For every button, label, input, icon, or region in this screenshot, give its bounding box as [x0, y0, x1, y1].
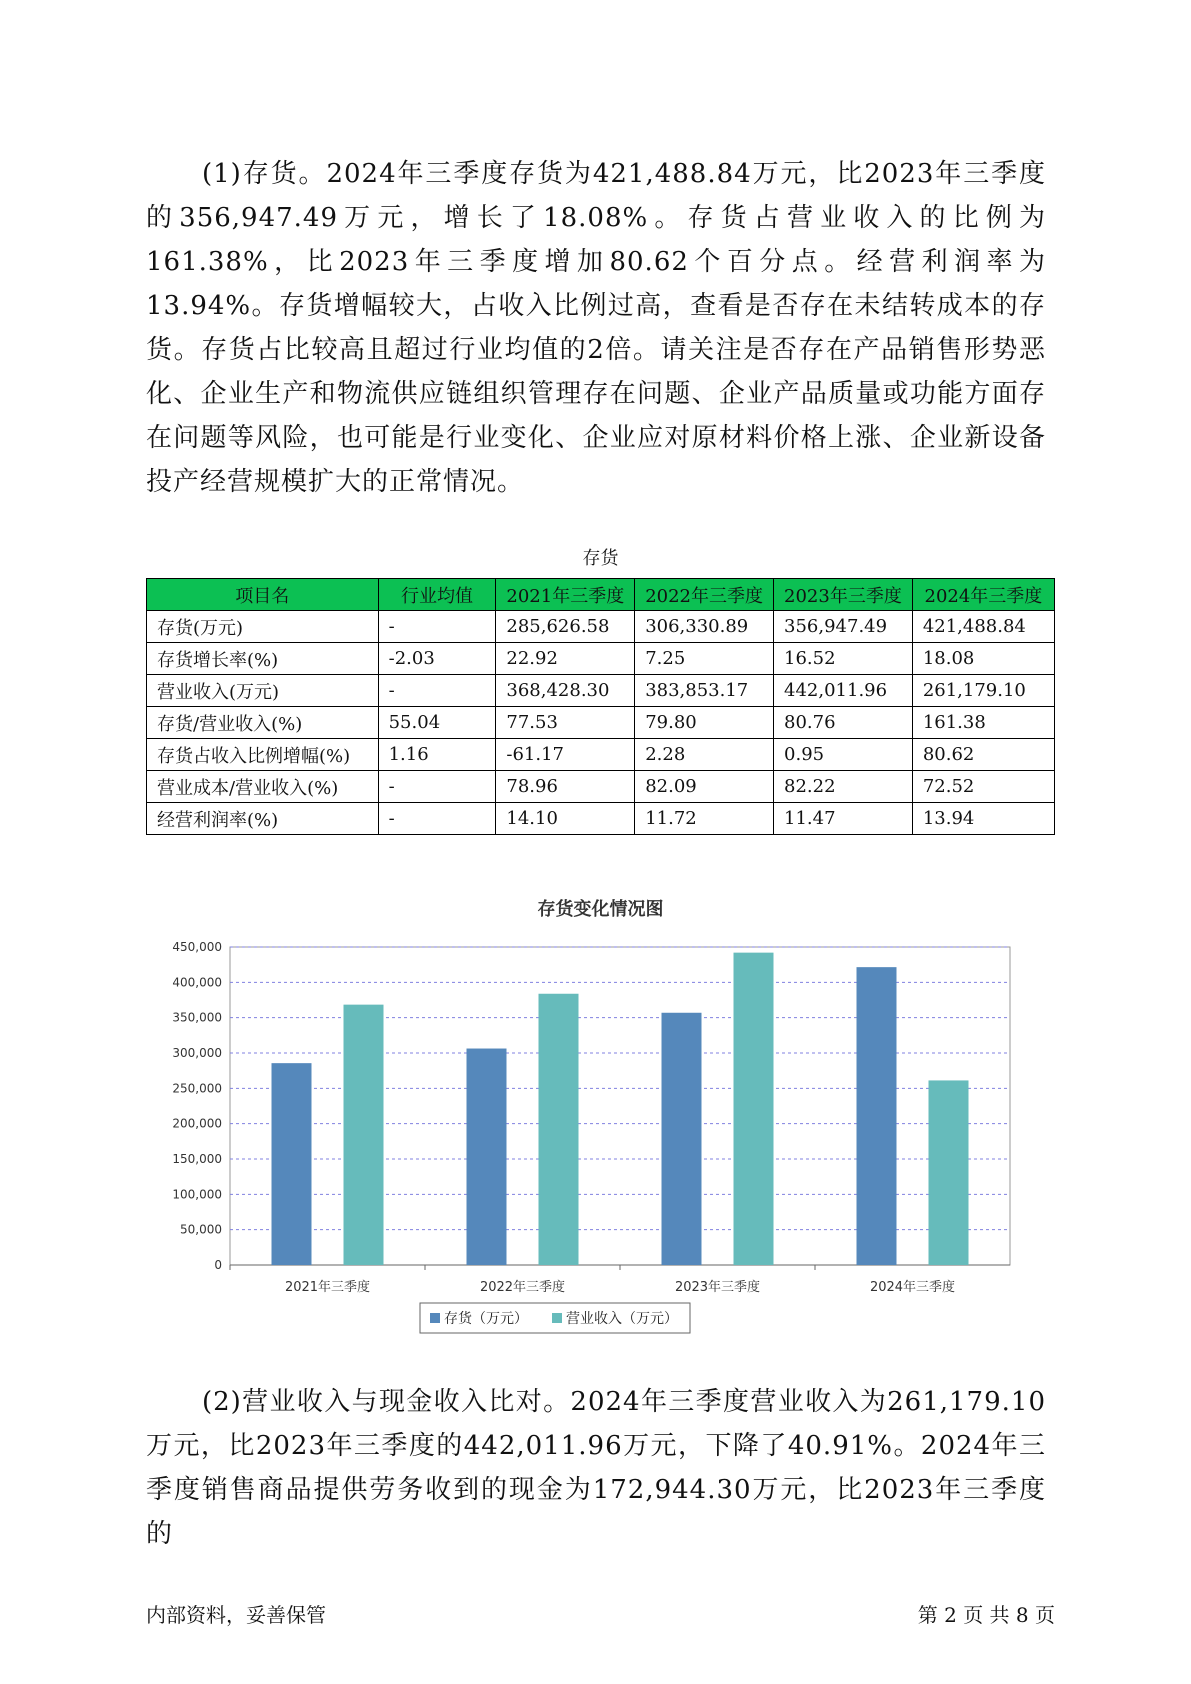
table-cell: 55.04	[378, 707, 496, 739]
table-cell: 77.53	[496, 707, 635, 739]
table-cell: 285,626.58	[496, 611, 635, 643]
footer-page-number: 第 2 页 共 8 页	[917, 1603, 1055, 1627]
table-cell: 80.76	[774, 707, 913, 739]
y-tick-label: 450,000	[172, 940, 222, 954]
y-tick-label: 50,000	[180, 1222, 222, 1237]
bar-inventory	[467, 1049, 507, 1265]
table-cell: -61.17	[496, 739, 635, 771]
y-tick-label: 0	[214, 1258, 222, 1272]
table-cell: -	[378, 611, 496, 643]
table-cell: 82.09	[635, 771, 774, 803]
table-cell: 79.80	[635, 707, 774, 739]
table-cell: -	[378, 675, 496, 707]
table-cell: 2.28	[635, 739, 774, 771]
table-cell: 161.38	[912, 707, 1054, 739]
table-cell: 368,428.30	[496, 675, 635, 707]
y-tick-label: 250,000	[172, 1081, 222, 1096]
table-header-row	[147, 579, 1055, 611]
table-row	[147, 803, 1055, 835]
inventory-table	[146, 578, 1055, 835]
table-row	[147, 643, 1055, 675]
header-2023q3: 2023年三季度	[774, 579, 913, 611]
footer-confidential: 内部资料，妥善保管	[146, 1603, 326, 1627]
legend-label: 存货（万元）	[444, 1311, 528, 1327]
table-cell: 442,011.96	[774, 675, 913, 707]
table-cell: 营业收入(万元)	[147, 675, 379, 707]
bar-revenue	[929, 1080, 969, 1265]
table-cell: 80.62	[912, 739, 1054, 771]
table-cell: 306,330.89	[635, 611, 774, 643]
table-cell: 存货(万元)	[147, 611, 379, 643]
table-cell: 13.94	[912, 803, 1054, 835]
header-item-name: 项目名	[147, 579, 379, 611]
header-industry-avg: 行业均值	[378, 579, 496, 611]
table-row	[147, 739, 1055, 771]
table-cell: 11.47	[774, 803, 913, 835]
table-cell: 383,853.17	[635, 675, 774, 707]
table-title: 存货	[582, 548, 619, 569]
table-cell: 11.72	[635, 803, 774, 835]
table-cell: 16.52	[774, 643, 913, 675]
y-tick-label: 200,000	[172, 1116, 222, 1131]
y-tick-label: 100,000	[172, 1187, 222, 1202]
table-cell: 存货增长率(%)	[147, 643, 379, 675]
table-cell: 1.16	[378, 739, 496, 771]
header-2022q3: 2022年三季度	[635, 579, 774, 611]
bar-inventory	[857, 967, 897, 1265]
table-cell: -	[378, 771, 496, 803]
bar-inventory	[662, 1013, 702, 1265]
x-tick-label: 2021年三季度	[284, 1280, 371, 1295]
bar-inventory	[272, 1063, 312, 1265]
header-2021q3: 2021年三季度	[496, 579, 635, 611]
y-tick-label: 300,000	[172, 1046, 222, 1060]
table-cell: 22.92	[496, 643, 635, 675]
table-cell: 82.22	[774, 771, 913, 803]
bar-revenue	[539, 994, 579, 1265]
x-tick-label: 2023年三季度	[674, 1280, 761, 1295]
paragraph-inventory: (1)存货。2024年三季度存货为421,488.84万元，比2023年三季度的356,947.49万元，增长了18.08%。存货占营业收入的比例为161.38%，比2023年三季度增加80.62个百分点。经营利润率为13.94%。存货增幅较大，占收入比例过高，查看是否存在未结转成本的存货。存货占比较高且超过行业均值的2倍。请关注是否存在产品销售形势恶化、企业生产和物流供应链组织管理存在问题、企业产品质量或功能方面存在问题等风险，也可能是行业变化、企业应对原材料价格上涨、企业新设备投产经营规模扩大的正常情况。	[146, 159, 1046, 497]
table-cell: -2.03	[378, 643, 496, 675]
x-tick-label: 2022年三季度	[479, 1280, 566, 1295]
table-cell: 18.08	[912, 643, 1054, 675]
y-tick-label: 150,000	[172, 1152, 222, 1166]
table-cell: 营业成本/营业收入(%)	[147, 771, 379, 803]
table-row	[147, 675, 1055, 707]
table-cell: 356,947.49	[774, 611, 913, 643]
bar-revenue	[734, 953, 774, 1265]
chart-svg	[146, 895, 1055, 1355]
table-row	[147, 771, 1055, 803]
table-cell: 7.25	[635, 643, 774, 675]
y-tick-label: 400,000	[172, 975, 222, 990]
table-row	[147, 611, 1055, 643]
bar-revenue	[344, 1005, 384, 1265]
table-cell: 72.52	[912, 771, 1054, 803]
legend-swatch	[430, 1313, 440, 1323]
table-cell: 421,488.84	[912, 611, 1054, 643]
table-row	[147, 707, 1055, 739]
chart-title: 存货变化情况图	[537, 899, 664, 920]
table-cell: 存货/营业收入(%)	[147, 707, 379, 739]
legend-swatch	[552, 1313, 562, 1323]
y-tick-label: 350,000	[172, 1010, 222, 1025]
table-cell: 经营利润率(%)	[147, 803, 379, 835]
legend-label: 营业收入（万元）	[566, 1311, 678, 1327]
inventory-chart	[146, 895, 1055, 1355]
table-cell: 14.10	[496, 803, 635, 835]
table-cell: 0.95	[774, 739, 913, 771]
table-cell: 78.96	[496, 771, 635, 803]
table-cell: -	[378, 803, 496, 835]
table-cell: 存货占收入比例增幅(%)	[147, 739, 379, 771]
header-2024q3: 2024年三季度	[912, 579, 1054, 611]
x-tick-label: 2024年三季度	[869, 1280, 956, 1295]
table-cell: 261,179.10	[912, 675, 1054, 707]
paragraph-revenue-cash: (2)营业收入与现金收入比对。2024年三季度营业收入为261,179.10万元，比2023年三季度的442,011.96万元，下降了40.91%。2024年三季度销售商品提供劳务收到的现金为172,944.30万元，比2023年三季度的	[146, 1387, 1046, 1549]
